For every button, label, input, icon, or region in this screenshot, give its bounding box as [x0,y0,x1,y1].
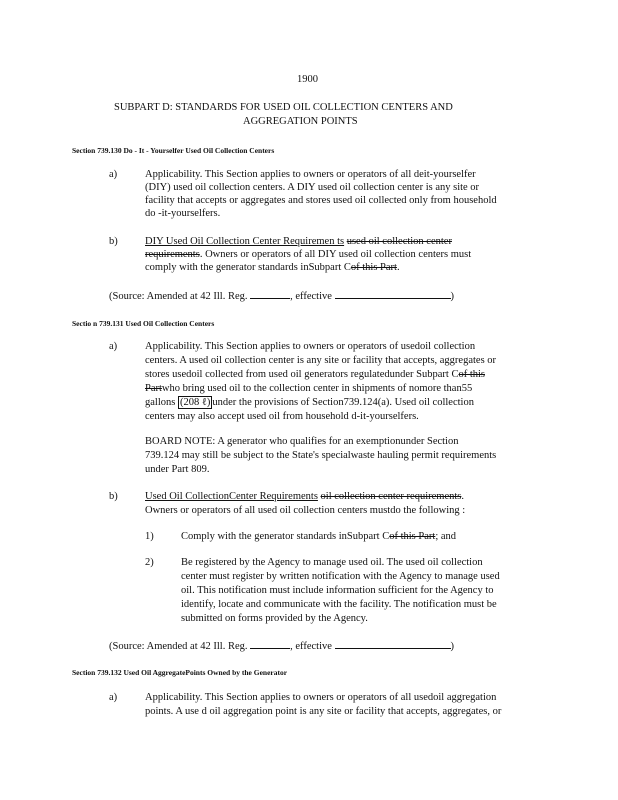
sec131-b-line-1 [145,490,464,504]
inserted-text: DIY Used Oil Collection Center Requiremen ts [145,236,345,247]
metric-equivalent-box: (208 ℓ) [179,397,211,408]
body-text: gallons [145,397,178,408]
sec132-a-line: Applicability. This Section applies to owners or operators of all usedoil aggregation [145,692,497,703]
sec132-a-label: a) [109,692,118,703]
page-number: 1900 [297,74,318,85]
body-text: . [396,262,400,273]
deleted-text: of this Part [389,531,436,542]
board-note-line: BOARD NOTE: A generator who qualifies for an exemptionunder Section [145,436,459,447]
subpart-title-line-2: AGGREGATION POINTS [243,116,358,127]
sec131-b1-label: 1) [145,531,154,542]
sec131-a-line: centers may also accept used oil from household d-it-yourselfers. [145,411,419,422]
register-blank [250,288,290,299]
body-text: . [461,491,464,502]
body-text: comply with the generator standards inSubpart C [145,262,351,273]
sec131-b2-line: oil. This notification must include information sufficient for the Agency to [181,585,494,596]
sec131-a-label: a) [109,341,118,352]
sec131-b2-line: center must register by written notification with the Agency to manage used [181,571,500,582]
sec130-b-label: b) [109,236,118,247]
section-739-130-heading: Section 739.130 Do - It - Yourselfer Used Oil Collection Centers [72,146,275,155]
sec130-a-label: a) [109,169,118,180]
body-text: Comply with the generator standards inSubpart C [181,531,390,542]
deleted-text: requirements [145,249,200,260]
body-text: stores usedoil collected from used oil generators regulatedunder Subpart C [145,369,459,380]
sec131-a-line [145,396,474,410]
body-text: under the provisions of Section739.124(a). Used oil collection [212,397,474,408]
source-text: (Source: Amended at 42 Ill. Reg. [109,641,248,652]
effective-date-blank [335,288,451,299]
body-text: . Owners or operators of all DIY used oil collection centers must [199,249,472,260]
deleted-text: of this [458,369,485,380]
sec131-b-label: b) [109,491,118,502]
sec130-a-line: do -it-yourselfers. [145,208,221,219]
sec130-source-note: (Source: Amended at 42 Ill. Reg. , effective ) [109,288,454,304]
body-text: who bring used oil to the collection center in shipments of nomore than55 [161,383,473,394]
sec130-a-line: (DIY) used oil collection centers. A DIY used oil collection center is any site or [145,182,480,193]
register-blank [250,638,290,649]
board-note-line: under Part 809. [145,464,210,475]
sec131-b1-line [181,530,456,544]
source-text: , effective [290,641,332,652]
sec131-a-line: Applicability. This Section applies to owners or operators of usedoil collection [145,341,476,352]
sec130-a-line: facility that accepts or aggregates and stores used oil collected only from household [145,195,497,206]
sec132-a-line: points. A use d oil aggregation point is any site or facility that accepts, aggregates, or [145,706,502,717]
source-text: , effective [290,291,332,302]
sec131-b2-line: identify, locate and communicate with the facility. The notification must be [181,599,497,610]
sec130-b-line-2 [145,248,471,262]
subpart-title-line-1: SUBPART D: STANDARDS FOR USED OIL COLLECTION CENTERS AND [114,102,453,113]
deleted-text: used oil collection center [346,236,452,247]
effective-date-blank [335,638,451,649]
sec131-b2-line: Be registered by the Agency to manage used oil. The used oil collection [181,557,483,568]
inserted-text: Used Oil CollectionCenter Requirements [145,491,318,502]
sec131-a-line [145,382,472,396]
board-note-line: 739.124 may still be subject to the State's specialwaste hauling permit requirements [145,450,497,461]
body-text: ; and [435,531,457,542]
sec130-b-line-3 [145,261,400,275]
section-739-131-heading: Sectio n 739.131 Used Oil Collection Centers [72,319,215,328]
section-739-132-heading: Section 739.132 Used Oil AggregatePoints Owned by the Generator [72,668,288,677]
source-text: (Source: Amended at 42 Ill. Reg. [109,291,248,302]
deleted-text: oil collection center requirements [320,491,462,502]
deleted-text: of this Part [350,262,397,273]
sec131-b2-line: submitted on forms provided by the Agency. [181,613,368,624]
sec131-b-line-2: Owners or operators of all used oil collection centers mustdo the following : [145,505,466,516]
sec131-source-note: (Source: Amended at 42 Ill. Reg. , effective ) [109,638,454,654]
sec131-b2-label: 2) [145,557,154,568]
sec131-a-line: centers. A used oil collection center is any site or facility that accepts, aggregates or [145,355,497,366]
deleted-text: Part [145,383,162,394]
sec130-b-line-1 [145,235,452,249]
sec131-a-line [145,368,485,382]
sec130-a-line: Applicability. This Section applies to owners or operators of all deit-yourselfer [145,169,476,180]
